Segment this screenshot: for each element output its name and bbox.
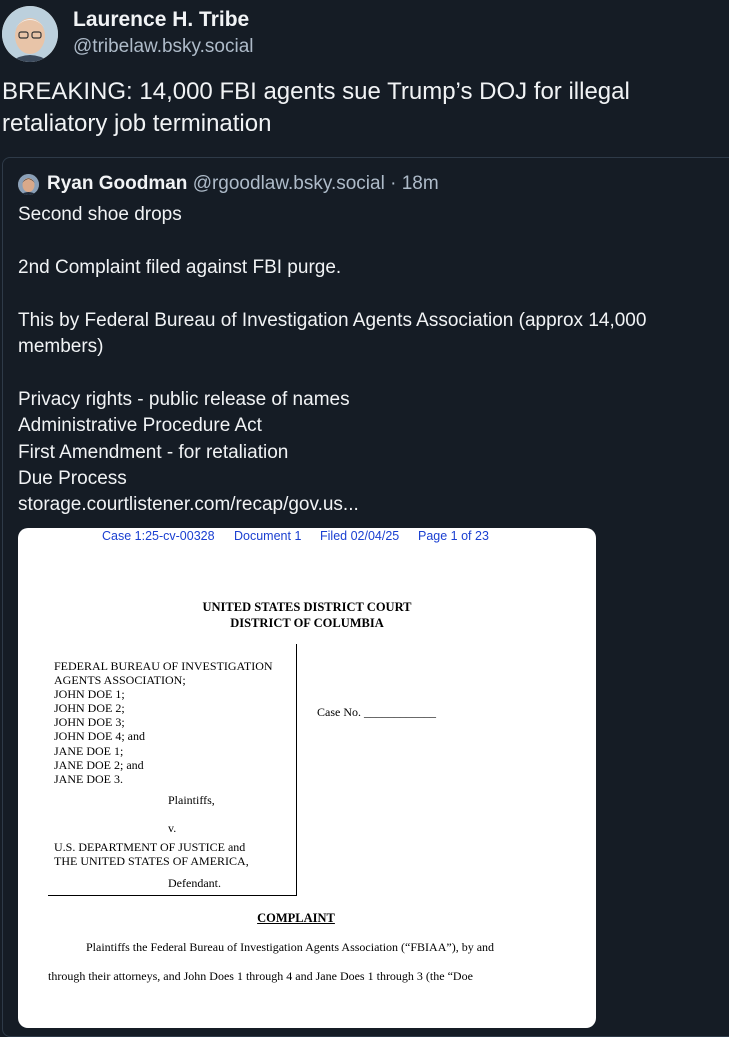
plaintiff-line: JOHN DOE 1; — [54, 687, 125, 701]
doc-document-number: Document 1 — [234, 529, 302, 543]
defendant-line: THE UNITED STATES OF AMERICA, — [54, 854, 249, 868]
plaintiff-line: JANE DOE 3. — [54, 772, 123, 786]
quote-author-handle[interactable]: @rgoodlaw.bsky.social — [192, 173, 385, 194]
case-no-field: Case No. ____________ — [317, 705, 436, 719]
quote-text — [18, 202, 723, 519]
quote-blank-line — [18, 281, 723, 307]
court-name: UNITED STATES DISTRICT COURT — [202, 600, 412, 614]
defendant-label: Defendant. — [168, 876, 221, 890]
plaintiff-line: AGENTS ASSOCIATION; — [54, 673, 186, 687]
quote-line: Due Process — [18, 468, 127, 490]
quote-blank-line — [18, 360, 723, 386]
quote-link[interactable]: storage.courtlistener.com/recap/gov.us... — [18, 494, 359, 516]
quote-line: Administrative Procedure Act — [18, 415, 262, 437]
author-name[interactable]: Laurence H. Tribe — [73, 8, 250, 31]
quote-line: Second shoe drops — [18, 204, 182, 225]
quote-author-name[interactable]: Ryan Goodman — [47, 173, 188, 194]
court-district: DISTRICT OF COLUMBIA — [230, 616, 384, 630]
author-handle[interactable]: @tribelaw.bsky.social — [73, 36, 254, 57]
quote-line: First Amendment - for retaliation — [18, 441, 289, 463]
doc-page-number: Page 1 of 23 — [418, 529, 489, 543]
doc-case-number: Case 1:25-cv-00328 — [102, 529, 215, 543]
plaintiff-line: JOHN DOE 2; — [54, 701, 125, 715]
doc-filed-date: Filed 02/04/25 — [320, 529, 400, 543]
quote-line: Privacy rights - public release of names — [18, 388, 350, 410]
defendant-line: U.S. DEPARTMENT OF JUSTICE and — [54, 840, 246, 854]
complaint-document-image[interactable] — [18, 528, 596, 1028]
quote-blank-line — [18, 228, 723, 254]
quote-line: This by Federal Bureau of Investigation Agents Association (approx 14,000 members) — [18, 309, 647, 357]
complaint-title: COMPLAINT — [257, 911, 335, 925]
quote-author-avatar[interactable] — [18, 174, 39, 195]
quote-header — [47, 173, 439, 195]
complaint-paragraph-line: Plaintiffs the Federal Bureau of Investigation Agents Association (“FBIAA”), by and — [86, 940, 495, 954]
plaintiffs-label: Plaintiffs, — [168, 793, 215, 807]
complaint-paragraph-line: through their attorneys, and John Does 1 through 4 and Jane Does 1 through 3 (the “Doe — [48, 969, 473, 983]
plaintiff-line: JOHN DOE 3; — [54, 715, 125, 729]
quote-timestamp[interactable]: 18m — [401, 173, 439, 194]
quote-avatar-image — [18, 174, 39, 195]
plaintiff-line: JOHN DOE 4; and — [54, 729, 145, 743]
plaintiff-line: JANE DOE 1; — [54, 744, 124, 758]
plaintiff-line: FEDERAL BUREAU OF INVESTIGATION — [54, 659, 273, 673]
post-text: BREAKING: 14,000 FBI agents sue Trump’s DOJ for illegal retaliatory job termination — [2, 78, 630, 137]
quote-line: 2nd Complaint filed against FBI purge. — [18, 256, 342, 278]
plaintiff-line: JANE DOE 2; and — [54, 758, 144, 772]
author-avatar[interactable] — [2, 6, 58, 62]
author-avatar-image — [2, 6, 58, 62]
versus-label: v. — [168, 821, 177, 835]
quote-separator: · — [390, 173, 397, 194]
